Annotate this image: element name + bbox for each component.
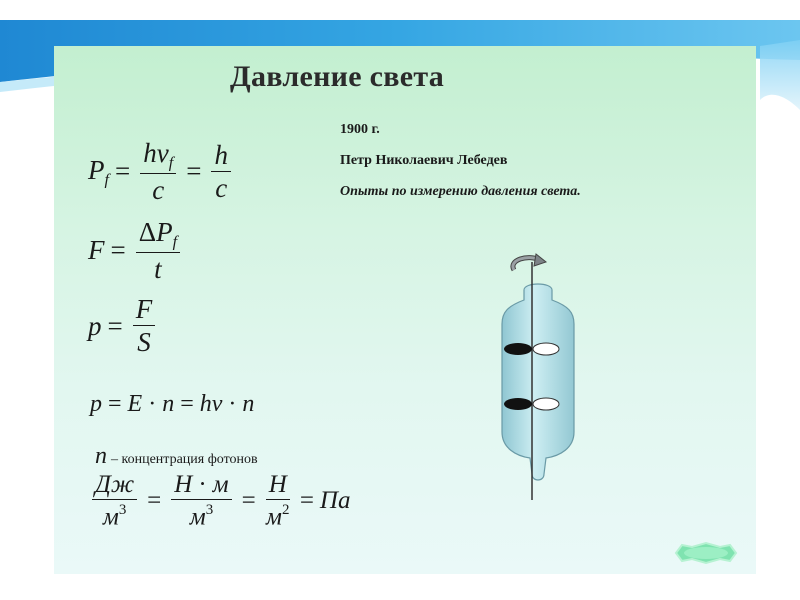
concentration-text: – концентрация фотонов <box>111 452 258 467</box>
formula-pressure <box>88 296 159 356</box>
slide-title: Давление света <box>230 60 445 93</box>
equals-sign: = <box>299 486 314 514</box>
info-year: 1900 г. <box>340 122 380 137</box>
equals-sign: = <box>115 156 131 187</box>
nav-badge-icon[interactable] <box>672 541 740 565</box>
f2-lhs: F <box>88 235 105 266</box>
f3-frac: $\frac{F}{S}$ <box>133 296 156 356</box>
formula-pressure-energy: p = E · n = hv · n <box>90 391 255 417</box>
f5-frac2: $\frac{Н \cdot м}{м^3}$ <box>171 472 231 530</box>
concentration-note <box>95 443 258 470</box>
rotation-arrow-icon <box>513 254 546 270</box>
formula-photon-momentum <box>88 140 235 204</box>
f5-rhs: Па <box>319 486 351 514</box>
equals-sign: = <box>147 486 162 514</box>
formula-units <box>88 472 350 530</box>
f3-lhs: p <box>88 310 102 341</box>
f1-frac2: $\frac{h}{c}$ <box>211 142 231 202</box>
equals-sign: = <box>241 486 256 514</box>
equals-sign: = <box>186 156 202 187</box>
f5-frac3: $\frac{Н}{м^2}$ <box>266 471 290 531</box>
info-name: Петр Николаевич Лебедев <box>340 153 508 168</box>
info-experiment: Опыты по измерению давления света. <box>340 184 581 199</box>
formula-force <box>88 219 184 283</box>
f2-frac: $\frac{\Delta P_f}{t}$ <box>136 219 180 283</box>
equals-sign: = <box>110 235 126 266</box>
f5-frac1: $\frac{Дж}{м^3}$ <box>92 472 137 530</box>
f1-lhs: $P_f$ <box>88 154 109 189</box>
f1-frac1: $\frac{h\nu_f}{c}$ <box>140 140 176 204</box>
equals-sign: = <box>107 310 123 341</box>
concentration-var: n <box>95 443 107 469</box>
torsion-vane-apparatus-icon <box>488 252 588 506</box>
